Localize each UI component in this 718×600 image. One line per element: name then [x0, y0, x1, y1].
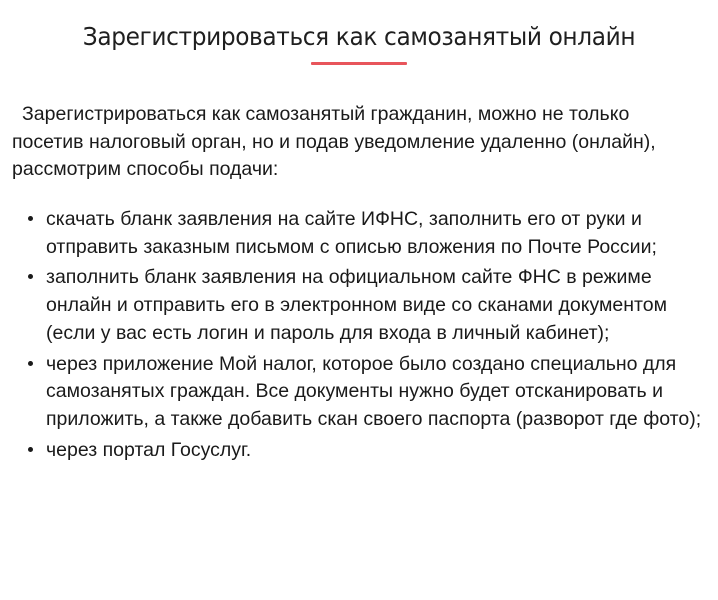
bullet-dot-icon: [28, 361, 33, 366]
page-title: Зарегистрироваться как самозанятый онлайн: [82, 22, 636, 51]
list-item: [46, 437, 704, 468]
intro-paragraph: Зарегистрироваться как самозанятый гражданин, можно не только посетив налоговый орган, но и подав уведомление удаленно (онлайн), рассмотрим способы подачи:: [12, 103, 656, 181]
method-list: [0, 206, 718, 467]
list-item-text: скачать бланк заявления на сайте ИФНС, заполнить его от руки и отправить заказным письмом с описью вложения по Почте России;: [46, 208, 657, 258]
bullet-dot-icon: [28, 447, 33, 452]
list-item-text: через приложение Мой налог, которое было создано специально для самозанятых граждан. Все документы нужно будет отсканировать и приложить, а также добавить скан своего паспорта (разворот где фото);: [46, 352, 702, 430]
bullet-dot-icon: [28, 274, 33, 279]
list-item: [46, 264, 704, 350]
list-item: [46, 206, 704, 264]
list-item: [46, 351, 704, 437]
title-block: [0, 0, 718, 65]
list-item-text: заполнить бланк заявления на официальном сайте ФНС в режиме онлайн и отправить его в электронном виде со сканами документом (если у вас есть логин и пароль для входа в личный кабинет);: [46, 266, 667, 344]
list-item-text: через портал Госуслуг.: [46, 438, 252, 461]
title-underline: [311, 62, 407, 65]
bullet-dot-icon: [28, 216, 33, 221]
